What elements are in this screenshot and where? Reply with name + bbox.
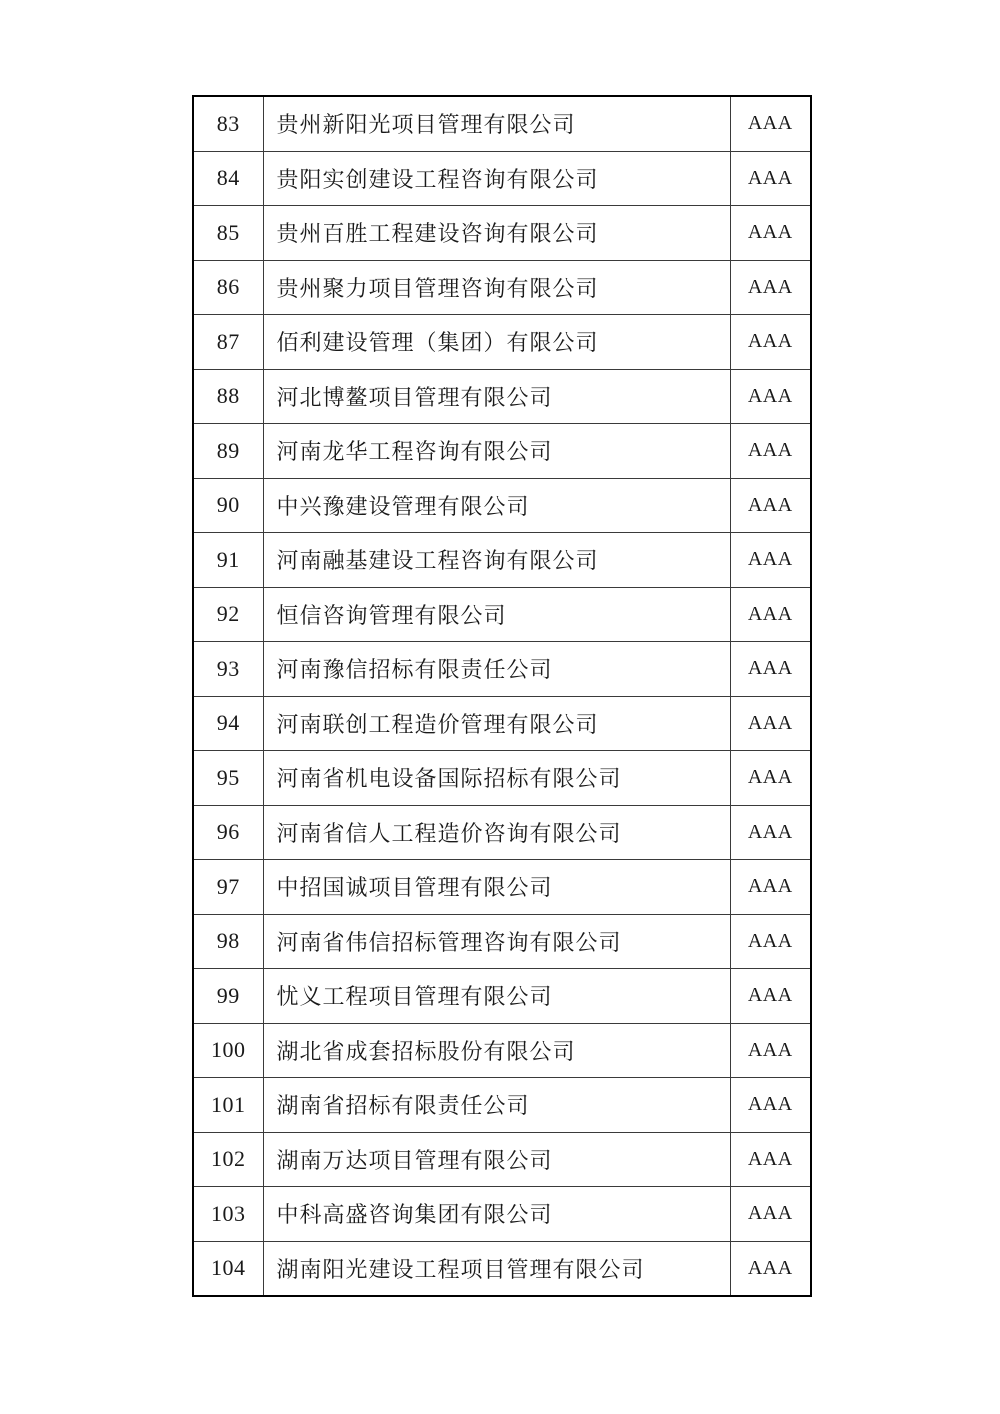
row-number-cell: 95 [193, 751, 263, 806]
table-row [193, 805, 811, 860]
company-name-cell: 河南豫信招标有限责任公司 [263, 642, 730, 697]
rating-cell: AAA [730, 151, 811, 206]
row-number-cell: 99 [193, 969, 263, 1024]
company-name-cell: 河南省机电设备国际招标有限公司 [263, 751, 730, 806]
rating-cell: AAA [730, 1078, 811, 1133]
company-name-cell: 贵阳实创建设工程咨询有限公司 [263, 151, 730, 206]
row-number-cell: 92 [193, 587, 263, 642]
rating-cell: AAA [730, 587, 811, 642]
row-number-cell: 86 [193, 260, 263, 315]
rating-cell: AAA [730, 805, 811, 860]
rating-cell: AAA [730, 914, 811, 969]
row-number-cell: 96 [193, 805, 263, 860]
row-number-cell: 93 [193, 642, 263, 697]
company-name-cell: 恒信咨询管理有限公司 [263, 587, 730, 642]
company-name-cell: 佰利建设管理（集团）有限公司 [263, 315, 730, 370]
company-name-cell: 湖北省成套招标股份有限公司 [263, 1023, 730, 1078]
table-row [193, 206, 811, 261]
rating-cell: AAA [730, 751, 811, 806]
rating-cell: AAA [730, 424, 811, 479]
row-number-cell: 103 [193, 1187, 263, 1242]
table-row [193, 151, 811, 206]
table-row [193, 260, 811, 315]
rating-table-body [193, 96, 811, 1296]
rating-cell: AAA [730, 1241, 811, 1296]
row-number-cell: 85 [193, 206, 263, 261]
rating-cell: AAA [730, 260, 811, 315]
company-name-cell: 贵州新阳光项目管理有限公司 [263, 96, 730, 151]
row-number-cell: 87 [193, 315, 263, 370]
rating-cell: AAA [730, 206, 811, 261]
rating-cell: AAA [730, 1023, 811, 1078]
rating-cell: AAA [730, 478, 811, 533]
row-number-cell: 91 [193, 533, 263, 588]
row-number-cell: 102 [193, 1132, 263, 1187]
table-row [193, 478, 811, 533]
rating-cell: AAA [730, 696, 811, 751]
table-row [193, 424, 811, 479]
table-row [193, 696, 811, 751]
rating-cell: AAA [730, 1132, 811, 1187]
company-name-cell: 河南融基建设工程咨询有限公司 [263, 533, 730, 588]
row-number-cell: 97 [193, 860, 263, 915]
rating-cell: AAA [730, 969, 811, 1024]
table-row [193, 1078, 811, 1133]
company-name-cell: 贵州聚力项目管理咨询有限公司 [263, 260, 730, 315]
rating-table [192, 95, 812, 1297]
company-name-cell: 湖南省招标有限责任公司 [263, 1078, 730, 1133]
company-name-cell: 河南省信人工程造价咨询有限公司 [263, 805, 730, 860]
rating-cell: AAA [730, 533, 811, 588]
table-row [193, 96, 811, 151]
row-number-cell: 83 [193, 96, 263, 151]
company-name-cell: 湖南阳光建设工程项目管理有限公司 [263, 1241, 730, 1296]
table-row [193, 642, 811, 697]
company-name-cell: 河北博鳌项目管理有限公司 [263, 369, 730, 424]
rating-cell: AAA [730, 315, 811, 370]
rating-cell: AAA [730, 860, 811, 915]
row-number-cell: 94 [193, 696, 263, 751]
row-number-cell: 88 [193, 369, 263, 424]
row-number-cell: 84 [193, 151, 263, 206]
company-name-cell: 中招国诚项目管理有限公司 [263, 860, 730, 915]
company-name-cell: 忧义工程项目管理有限公司 [263, 969, 730, 1024]
company-name-cell: 贵州百胜工程建设咨询有限公司 [263, 206, 730, 261]
row-number-cell: 90 [193, 478, 263, 533]
company-name-cell: 中兴豫建设管理有限公司 [263, 478, 730, 533]
company-name-cell: 湖南万达项目管理有限公司 [263, 1132, 730, 1187]
row-number-cell: 89 [193, 424, 263, 479]
company-name-cell: 中科高盛咨询集团有限公司 [263, 1187, 730, 1242]
table-row [193, 914, 811, 969]
table-row [193, 751, 811, 806]
rating-cell: AAA [730, 369, 811, 424]
table-row [193, 369, 811, 424]
table-row [193, 1132, 811, 1187]
rating-cell: AAA [730, 96, 811, 151]
table-row [193, 860, 811, 915]
company-name-cell: 河南龙华工程咨询有限公司 [263, 424, 730, 479]
row-number-cell: 98 [193, 914, 263, 969]
row-number-cell: 101 [193, 1078, 263, 1133]
table-row [193, 1241, 811, 1296]
row-number-cell: 100 [193, 1023, 263, 1078]
table-row [193, 587, 811, 642]
row-number-cell: 104 [193, 1241, 263, 1296]
company-name-cell: 河南省伟信招标管理咨询有限公司 [263, 914, 730, 969]
rating-cell: AAA [730, 1187, 811, 1242]
company-name-cell: 河南联创工程造价管理有限公司 [263, 696, 730, 751]
table-row [193, 969, 811, 1024]
table-row [193, 1187, 811, 1242]
rating-cell: AAA [730, 642, 811, 697]
table-row [193, 315, 811, 370]
table-row [193, 533, 811, 588]
table-row [193, 1023, 811, 1078]
